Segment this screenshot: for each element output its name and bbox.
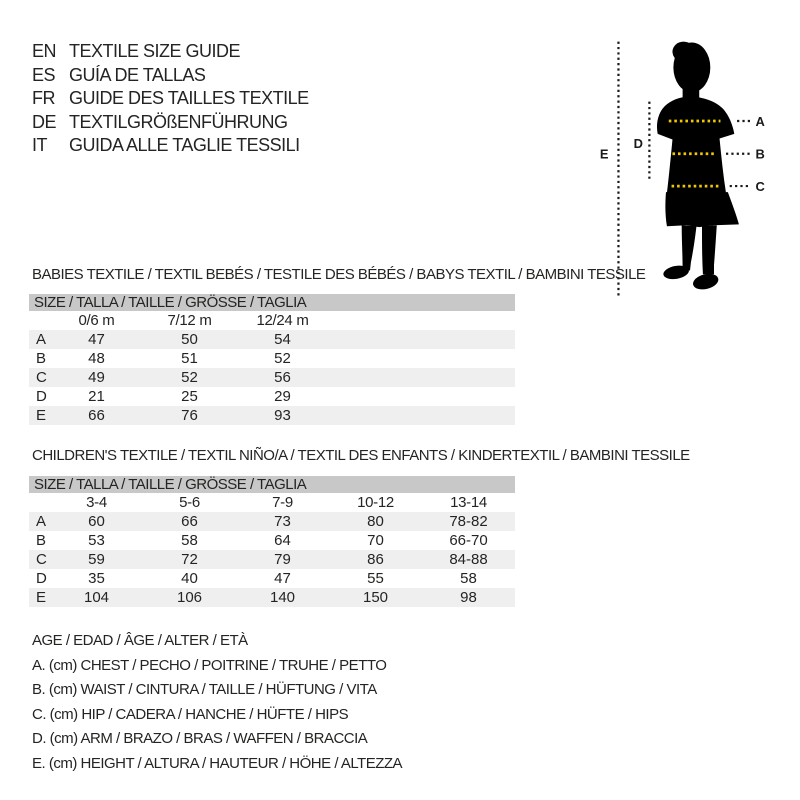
row-label: B [36,350,47,367]
table-cell: 51 [181,350,198,367]
babies-column-header-row [29,311,515,330]
table-cell: 86 [367,551,384,568]
language-title: TEXTILE SIZE GUIDE [69,41,241,61]
table-row [29,550,515,569]
table-cell: 49 [88,369,105,386]
table-row [29,406,515,425]
table-cell: 54 [274,331,291,348]
table-row [29,512,515,531]
language-code: EN [32,41,57,61]
language-title: TEXTILGRÖßENFÜHRUNG [69,111,288,132]
column-header: 13-14 [450,494,487,511]
label-arm: D [633,136,643,152]
row-label: C [36,369,47,386]
language-row [32,134,309,158]
table-row [29,349,515,368]
child-silhouette [657,42,739,292]
column-header: 5-6 [179,494,200,511]
table-cell: 53 [88,532,105,549]
table-row [29,387,515,406]
row-label: D [36,388,47,405]
table-cell: 55 [367,570,384,587]
language-code: ES [32,64,56,85]
column-header: 12/24 m [256,312,309,329]
babies-size-table [29,294,515,425]
label-chest: A [755,114,765,130]
table-row [29,569,515,588]
table-cell: 50 [181,331,198,348]
table-cell: 66 [181,513,198,530]
table-cell: 66-70 [449,532,488,549]
row-label: A [36,513,47,530]
table-cell: 56 [274,369,291,386]
label-height: E [599,146,609,162]
table-cell: 66 [88,407,105,424]
table-cell: 70 [367,532,384,549]
table-cell: 25 [181,388,198,405]
children-size-header-bar: SIZE / TALLA / TAILLE / GRÖSSE / TAGLIA [29,476,515,493]
row-label: D [36,570,47,587]
table-cell: 78-82 [449,513,488,530]
table-row [29,588,515,607]
children-section-title: CHILDREN'S TEXTILE / TEXTIL NIÑO/A / TEXTIL DES ENFANTS / KINDERTEXTIL / BAMBINI TESSILE [32,447,690,464]
language-title-list [32,40,309,158]
column-header: 0/6 m [78,312,115,329]
column-header-spacer [29,493,50,512]
table-cell: 64 [274,532,291,549]
table-cell: 98 [460,589,477,606]
row-label: C [36,551,47,568]
column-header: 3-4 [86,494,107,511]
table-cell: 104 [83,589,110,606]
table-cell: 140 [269,589,296,606]
column-header: 7/12 m [167,312,212,329]
table-cell: 93 [274,407,291,424]
table-cell: 48 [88,350,105,367]
table-cell: 72 [181,551,198,568]
column-header-spacer [29,311,50,330]
table-cell: 79 [274,551,291,568]
language-title: GUÍA DE TALLAS [69,64,206,85]
column-header: 10-12 [357,494,394,511]
measurement-legend [32,629,402,776]
language-row [32,64,309,88]
table-cell: 29 [274,388,291,405]
language-title: GUIDE DES TAILLES TEXTILE [69,88,309,108]
legend-item: A. (cm) CHEST / PECHO / POITRINE / TRUHE / PETTO [32,656,387,674]
table-row [29,368,515,387]
label-waist: B [755,146,765,162]
table-cell: 76 [181,407,198,424]
table-cell: 106 [176,589,203,606]
table-cell: 60 [88,513,105,530]
table-cell: 73 [274,513,291,530]
legend-item: E. (cm) HEIGHT / ALTURA / HAUTEUR / HÖHE / ALTEZZA [32,754,403,772]
language-code: IT [32,135,47,155]
table-row [29,330,515,349]
language-row [32,87,309,111]
table-cell: 150 [362,589,389,606]
table-cell: 59 [88,551,105,568]
table-cell: 40 [181,570,198,587]
babies-section-title: BABIES TEXTILE / TEXTIL BEBÉS / TESTILE DES BÉBÉS / BABYS TEXTIL / BAMBINI TESSILE [32,266,646,283]
table-cell: 52 [181,369,198,386]
language-row [32,40,309,64]
column-header: 7-9 [272,494,293,511]
legend-item: D. (cm) ARM / BRAZO / BRAS / WAFFEN / BRACCIA [32,730,368,747]
row-label: E [36,589,47,606]
table-cell: 47 [88,331,105,348]
table-cell: 21 [88,388,105,405]
language-code: FR [32,88,55,108]
legend-item: C. (cm) HIP / CADERA / HANCHE / HÜFTE / HIPS [32,705,349,723]
table-cell: 35 [88,570,105,587]
language-title: GUIDA ALLE TAGLIE TESSILI [69,135,300,155]
row-label: A [36,331,47,348]
legend-item: B. (cm) WAIST / CINTURA / TAILLE / HÜFTUNG / VITA [32,681,377,698]
language-row [32,111,309,135]
table-row [29,531,515,550]
babies-size-header-bar: SIZE / TALLA / TAILLE / GRÖSSE / TAGLIA [29,294,515,311]
row-label: B [36,532,47,549]
label-hip: C [755,179,765,195]
table-cell: 58 [181,532,198,549]
language-code: DE [32,111,57,132]
legend-age-line: AGE / EDAD / ÂGE / ALTER / ETÀ [32,632,248,649]
table-cell: 80 [367,513,384,530]
children-column-header-row [29,493,515,512]
children-size-table [29,476,515,607]
table-cell: 58 [460,570,477,587]
table-cell: 52 [274,350,291,367]
row-label: E [36,407,47,424]
table-cell: 47 [274,570,291,587]
table-cell: 84-88 [449,551,488,568]
